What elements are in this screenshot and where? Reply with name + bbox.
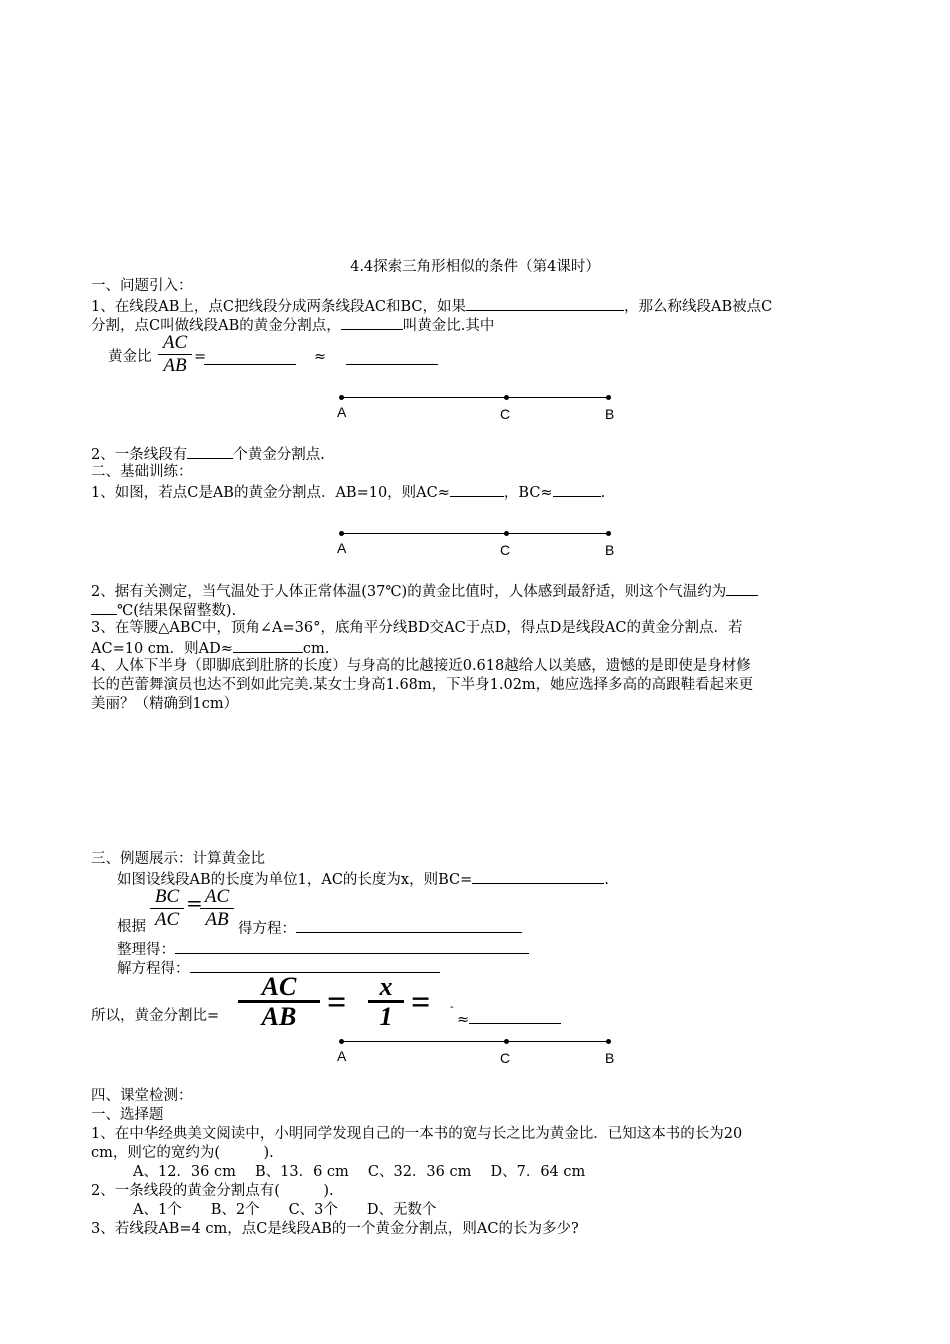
- s1-q1-text-a: 1、在线段AB上，点C把线段分成两条线段AC和BC，如果: [91, 299, 467, 315]
- arrange-line: [117, 939, 529, 959]
- big-fraction-ac-ab: [238, 973, 320, 1030]
- s1-q1-text-b: ，那么称线段AB被点C: [624, 299, 773, 315]
- fraction-numerator: BC: [154, 886, 180, 907]
- point-b-dot: [606, 395, 611, 400]
- s2-q1-text-b: ，BC≈: [503, 485, 553, 501]
- answer-blank[interactable]: [726, 581, 758, 596]
- point-c-dot: [504, 395, 509, 400]
- point-c-label: C: [500, 542, 511, 558]
- answer-blank[interactable]: [450, 482, 504, 497]
- fraction-denominator: AB: [163, 355, 187, 376]
- approx-line: [457, 1009, 561, 1029]
- dash-mark: -: [450, 1000, 454, 1013]
- s1-q2-text-a: 2、一条线段有: [91, 447, 188, 463]
- equals-sign: =: [194, 349, 207, 365]
- point-b-label: B: [605, 542, 615, 558]
- section-3-heading: 三、例题展示：计算黄金比: [91, 851, 265, 867]
- segment-line: [341, 533, 609, 534]
- point-a-dot: [339, 1039, 344, 1044]
- equation-label: [238, 918, 522, 938]
- s3-line-1-text-b: .: [604, 872, 609, 888]
- answer-blank[interactable]: [553, 482, 601, 497]
- answer-blank[interactable]: [190, 958, 440, 973]
- so-label: 所以，黄金分割比=: [91, 1008, 220, 1024]
- fraction-denominator: AB: [205, 909, 229, 930]
- approx-sign: ≈: [314, 349, 327, 365]
- section-1-heading: 一、问题引入：: [91, 278, 193, 294]
- fraction-numerator: AC: [261, 972, 297, 1001]
- s2-question-4-line-2: 长的芭蕾舞演员也达不到如此完美.某女士身高1.68m，下半身1.02m，她应选择多高的高跟鞋看起来更: [91, 677, 754, 693]
- section-4-heading: 四、课堂检测：: [91, 1088, 193, 1104]
- answer-blank[interactable]: [175, 939, 529, 954]
- s2-question-3-line-1: 3、在等腰△ABC中，顶角∠A=36°，底角平分线BD交AC于点D，得点D是线段AC的黄金分割点．若: [91, 620, 743, 636]
- golden-ratio-label: 黄金比: [108, 349, 152, 365]
- segment-line: [341, 397, 609, 398]
- section-2-heading: 二、基础训练：: [91, 464, 193, 480]
- s4-question-2: 2、一条线段的黄金分割点有( ).: [91, 1183, 334, 1199]
- s1-q2-text-b: 个黄金分割点.: [233, 447, 325, 463]
- answer-blank-cont[interactable]: [91, 600, 117, 615]
- s2-q2-text-b: ℃(结果保留整数).: [117, 603, 237, 619]
- point-a-label: A: [337, 404, 347, 420]
- point-b-label: B: [605, 1050, 615, 1066]
- fraction-ac-ab: [200, 886, 234, 931]
- segment-line: [341, 1041, 609, 1042]
- answer-blank[interactable]: [466, 296, 624, 311]
- fraction-denominator: AC: [154, 909, 180, 930]
- basis-tail: 得方程：: [238, 921, 296, 937]
- answer-blank-exact[interactable]: [204, 350, 296, 365]
- solve-label: 解方程得：: [117, 961, 190, 977]
- s4-question-1-line-1: 1、在中华经典美文阅读中，小明同学发现自己的一本书的宽与长之比为黄金比．已知这本书的长为20: [91, 1126, 743, 1142]
- s1-question-2: [91, 444, 325, 464]
- s2-question-2-line-1: [91, 581, 758, 601]
- fraction-denominator: 1: [379, 1002, 393, 1031]
- answer-blank[interactable]: [233, 638, 303, 653]
- choice-subheading: 一、选择题: [91, 1107, 164, 1123]
- equals-sign-big: =: [411, 984, 431, 1021]
- s4-question-1-options: A、12．36 cm B、13．6 cm C、32．36 cm D、7．64 cm: [133, 1164, 586, 1180]
- equals-sign: =: [186, 891, 203, 915]
- s1-question-1-line-1: [91, 296, 772, 316]
- point-c-label: C: [500, 1050, 511, 1066]
- s1-question-1-line-2: [91, 315, 494, 335]
- s4-question-3: 3、若线段AB=4 cm，点C是线段AB的一个黄金分割点，则AC的长为多少?: [91, 1221, 579, 1237]
- answer-blank[interactable]: [472, 869, 604, 884]
- s2-question-2-line-2: [91, 600, 236, 620]
- s3-line-1: [117, 869, 609, 889]
- s2-question-3-line-2: [91, 638, 329, 658]
- point-a-dot: [339, 395, 344, 400]
- s1-q1-text-c: 分割，点C叫做线段AB的黄金分割点，: [91, 318, 341, 334]
- point-a-dot: [339, 531, 344, 536]
- big-fraction-x-1: [368, 973, 404, 1030]
- fraction-ac-ab: [158, 332, 192, 377]
- point-c-label: C: [500, 406, 511, 422]
- answer-blank[interactable]: [187, 444, 233, 459]
- basis-label: 根据: [117, 919, 146, 935]
- fraction-bc-ac: [150, 886, 184, 931]
- s2-q2-text-a: 2、据有关测定，当气温处于人体正常体温(37℃)的黄金比值时，人体感到最舒适，则这个气温约为: [91, 584, 727, 600]
- point-b-label: B: [605, 406, 615, 422]
- s2-q1-text-c: .: [600, 485, 606, 501]
- answer-blank[interactable]: [296, 918, 522, 933]
- page-title: 4.4探索三角形相似的条件（第4课时）: [350, 259, 600, 275]
- s2-q1-text-a: 1、如图，若点C是AB的黄金分割点．AB=10，则AC≈: [91, 485, 450, 501]
- fraction-numerator: x: [379, 972, 393, 1001]
- answer-blank[interactable]: [469, 1009, 561, 1024]
- fraction-numerator: AC: [162, 332, 188, 353]
- s2-question-4-line-3: 美丽？（精确到1cm）: [91, 696, 239, 712]
- s4-question-2-options: A、1个 B、2个 C、3个 D、无数个: [133, 1202, 437, 1218]
- s2-q3-text-c: cm.: [302, 641, 330, 657]
- approx-sign: ≈: [457, 1012, 470, 1028]
- s1-q1-text-d: 叫黄金比.其中: [402, 318, 495, 334]
- answer-blank-approx[interactable]: [346, 350, 438, 365]
- point-b-dot: [606, 531, 611, 536]
- s4-question-1-line-2: cm，则它的宽约为( ).: [91, 1145, 274, 1161]
- equals-sign-big: =: [327, 984, 347, 1021]
- fraction-denominator: AB: [261, 1002, 297, 1031]
- point-b-dot: [606, 1039, 611, 1044]
- answer-blank[interactable]: [341, 315, 403, 330]
- arrange-label: 整理得：: [117, 942, 175, 958]
- s2-question-4-line-1: 4、人体下半身（即脚底到肚脐的长度）与身高的比越接近0.618越给人以美感，遗憾的是即使是身材修: [91, 658, 751, 674]
- s3-line-1-text-a: 如图设线段AB的长度为单位1，AC的长度为x，则BC=: [117, 872, 473, 888]
- fraction-numerator: AC: [204, 886, 230, 907]
- point-a-label: A: [337, 540, 347, 556]
- point-c-dot: [504, 531, 509, 536]
- point-c-dot: [504, 1039, 509, 1044]
- s2-q3-text-b: AC=10 cm．则AD≈: [91, 641, 233, 657]
- point-a-label: A: [337, 1048, 347, 1064]
- s2-question-1: [91, 482, 605, 502]
